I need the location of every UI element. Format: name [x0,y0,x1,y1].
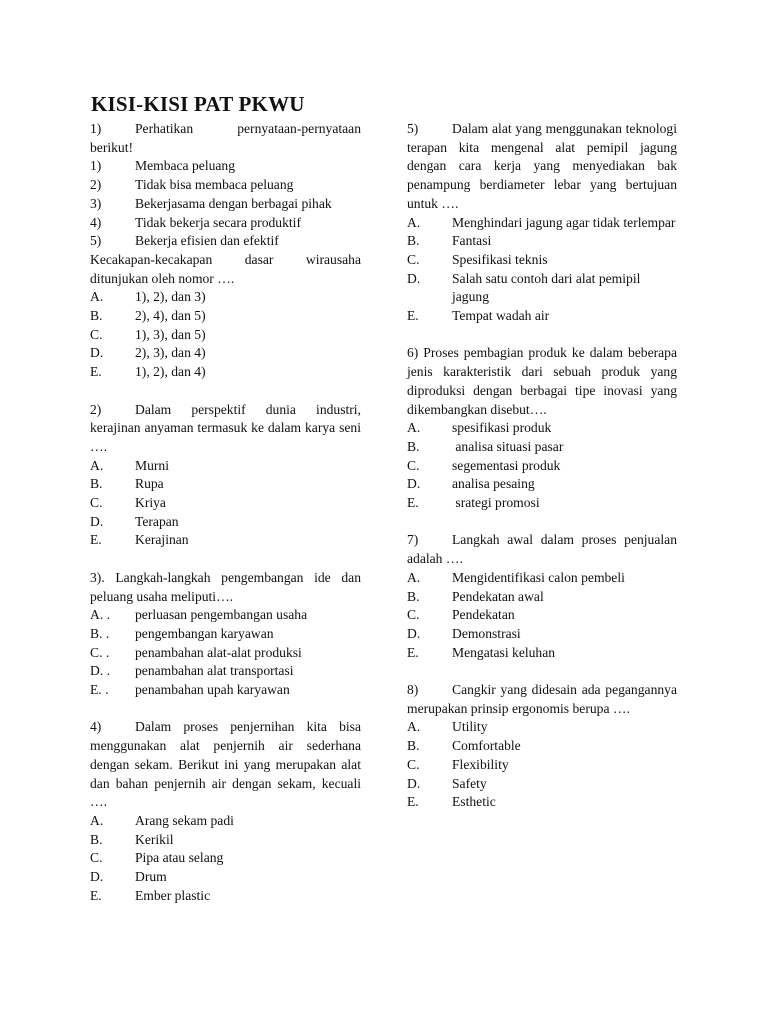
option-item [407,494,677,513]
question-text: 6) Proses pembagian produk ke dalam beberapa jenis karakteristik dari sebuah produk yang diproduksi dengan berbagai tipe inovasi yang dikembangkan disebut…. [407,345,677,417]
statement-text: Tidak bekerja secara produktif [135,214,301,230]
option-key: D. [407,476,421,492]
option-item [407,718,677,737]
question-stem [90,401,361,457]
question-text: Cangkir yang didesain ada pegangannya merupakan prinsip ergonomis berupa …. [407,682,677,716]
statement-item [90,195,361,214]
statement-list [90,157,361,251]
option-item [407,625,677,644]
option-text: Menghindari jagung agar tidak terlempar [452,214,676,230]
option-key: D. [90,513,104,529]
option-text: Esthetic [452,794,496,810]
question-number: 7) [407,532,419,548]
option-key: B. [407,438,420,454]
option-text: Mengidentifikasi calon pembeli [452,569,625,585]
option-key: B. [407,738,420,754]
option-list [407,419,677,513]
option-key: B. [90,831,103,847]
option-key: A. [407,214,421,230]
option-item [407,475,677,494]
option-key: B. [90,308,103,324]
option-item [407,644,677,663]
option-key: C. [90,850,103,866]
left-column [90,120,361,924]
option-list [407,569,677,663]
option-list [407,214,677,326]
option-item [90,513,361,532]
option-item [90,326,361,345]
option-key: E. [90,887,102,903]
question-text: Dalam proses penjernihan kita bisa menggunakan alat penjernih air sederhana dengan sekam. Berikut ini yang merupakan alat dan bahan penjernih air dengan sekam, kecuali …. [90,719,361,810]
question-8 [407,681,677,812]
option-key: E. [407,644,419,660]
option-text: Kerajinan [135,532,189,548]
option-text: Comfortable [452,738,521,754]
option-key: C. [407,251,420,267]
option-key: A. [407,569,421,585]
option-key: D. [90,345,104,361]
option-key: B. . [90,625,110,641]
option-text: srategi promosi [452,495,540,511]
option-key: A. [90,812,104,828]
statement-item [90,157,361,176]
question-prompt: Kecakapan-kecakapan dasar wirausaha ditunjukan oleh nomor …. [90,251,361,286]
question-4 [90,718,361,905]
option-item [90,831,361,850]
option-key: D. . [90,663,111,679]
option-item [407,588,677,607]
option-item [407,251,677,270]
option-text: Demonstrasi [452,625,521,641]
option-item [90,363,361,382]
statement-key: 3) [90,195,102,211]
option-key: E. [407,308,419,324]
option-item [90,812,361,831]
option-item [407,419,677,438]
option-text: Safety [452,775,487,791]
option-text: Spesifikasi teknis [452,251,548,267]
option-key: C. . [90,644,110,660]
question-1 [90,120,361,382]
option-item [90,625,361,644]
question-text: 3). Langkah-langkah pengembangan ide dan peluang usaha meliputi…. [90,569,361,604]
option-item [90,531,361,550]
option-item [90,307,361,326]
option-text: Murni [135,457,169,473]
right-column [407,120,677,831]
statement-key: 5) [90,233,102,249]
option-item [90,887,361,906]
option-text: penambahan alat-alat produksi [135,644,302,660]
option-key: C. [90,495,103,511]
option-key: A. [407,719,421,735]
option-text: Fantasi [452,233,492,249]
option-text: Pendekatan [452,607,515,623]
option-text: Drum [135,869,167,885]
option-text: Kerikil [135,831,174,847]
option-text: Utility [452,719,488,735]
option-item [407,457,677,476]
option-key: B. [90,476,103,492]
option-item [407,775,677,794]
question-stem [407,681,677,718]
option-key: E. . [90,682,109,698]
option-text: penambahan upah karyawan [135,682,290,698]
option-text: Salah satu contoh dari alat pemipil jagung [452,270,641,305]
page-title: KISI-KISI PAT PKWU [91,92,305,116]
question-text: Langkah awal dalam proses penjualan adalah …. [407,532,677,567]
option-item [407,756,677,775]
option-text: Kriya [135,495,166,511]
question-text: Perhatikan pernyataan-pernyataan berikut! [90,121,361,155]
option-item [90,681,361,700]
option-text: 2), 3), dan 4) [135,345,206,361]
option-key: B. [407,588,420,604]
option-item [90,494,361,513]
option-list [90,606,361,700]
option-text: Pipa atau selang [135,850,224,866]
statement-key: 1) [90,158,102,174]
option-key: E. [90,532,102,548]
option-key: C. [407,756,420,772]
option-text: Pendekatan awal [452,588,544,604]
question-number: 5) [407,121,419,136]
option-text: Mengatasi keluhan [452,644,556,660]
option-item [90,606,361,625]
option-key: D. [90,869,104,885]
option-item [90,344,361,363]
statement-item [90,214,361,233]
option-text: segementasi produk [452,457,561,473]
question-text: Dalam alat yang menggunakan teknologi terapan kita mengenal alat pemipil jagung dengan cara kerja yang menyediakan bak penampung berdiameter lebar yang bertujuan untuk …. [407,121,677,211]
option-item [407,793,677,812]
option-key: C. [407,457,420,473]
option-item [90,288,361,307]
question-stem [90,120,361,157]
option-text: analisa pesaing [452,476,535,492]
statement-item [90,176,361,195]
option-text: pengembangan karyawan [135,625,274,641]
option-item [90,457,361,476]
option-key: D. [407,775,421,791]
option-text: Arang sekam padi [135,812,234,828]
option-item [407,606,677,625]
option-key: E. [407,794,419,810]
option-text: Rupa [135,476,164,492]
option-text: 1), 2), dan 3) [135,289,206,305]
option-item [90,849,361,868]
option-text: spesifikasi produk [452,420,552,436]
option-key: A. [90,457,104,473]
option-list [90,288,361,382]
option-key: E. [90,364,102,380]
question-2 [90,401,361,551]
option-key: A. [407,420,421,436]
question-7 [407,531,677,662]
question-stem [90,718,361,812]
statement-text: Bekerja efisien dan efektif [135,233,279,249]
statement-text: Tidak bisa membaca peluang [135,177,294,193]
option-item [407,569,677,588]
option-text: 1), 2), dan 4) [135,364,206,380]
option-key: C. [90,326,103,342]
option-list [90,812,361,906]
statement-text: Bekerjasama dengan berbagai pihak [135,195,332,211]
option-item [407,307,677,326]
statement-key: 2) [90,177,102,193]
option-key: A. [90,289,104,305]
option-text: 2), 4), dan 5) [135,308,206,324]
option-item [90,868,361,887]
question-number: 1) [90,121,102,136]
question-number: 8) [407,682,419,698]
option-key: E. [407,495,419,511]
option-item [407,438,677,457]
question-3 [90,569,361,700]
option-item [90,644,361,663]
option-key: D. [407,270,421,286]
option-key: C. [407,607,420,623]
question-stem [407,120,677,214]
option-text: perluasan pengembangan usaha [135,607,308,623]
option-text: 1), 3), dan 5) [135,326,206,342]
option-item [90,475,361,494]
question-6 [407,344,677,512]
option-key: B. [407,233,420,249]
statement-key: 4) [90,214,102,230]
option-text: Terapan [135,513,179,529]
option-item [407,214,677,233]
option-text: Flexibility [452,756,509,772]
question-5 [407,120,677,326]
option-text: analisa situasi pasar [452,438,564,454]
statement-item [90,232,361,251]
question-stem [407,531,677,568]
question-number: 2) [90,401,102,417]
option-item [407,737,677,756]
question-text: Dalam perspektif dunia industri, kerajinan anyaman termasuk ke dalam karya seni …. [90,401,361,454]
option-text: penambahan alat transportasi [135,663,294,679]
option-item [407,232,677,251]
statement-text: Membaca peluang [135,158,236,174]
option-list [407,718,677,812]
option-key: D. [407,625,421,641]
option-text: Ember plastic [135,887,211,903]
option-item [407,270,677,307]
option-key: A. . [90,607,111,623]
option-text: Tempat wadah air [452,308,550,324]
question-number: 4) [90,719,102,735]
option-item [90,662,361,681]
option-list [90,457,361,551]
